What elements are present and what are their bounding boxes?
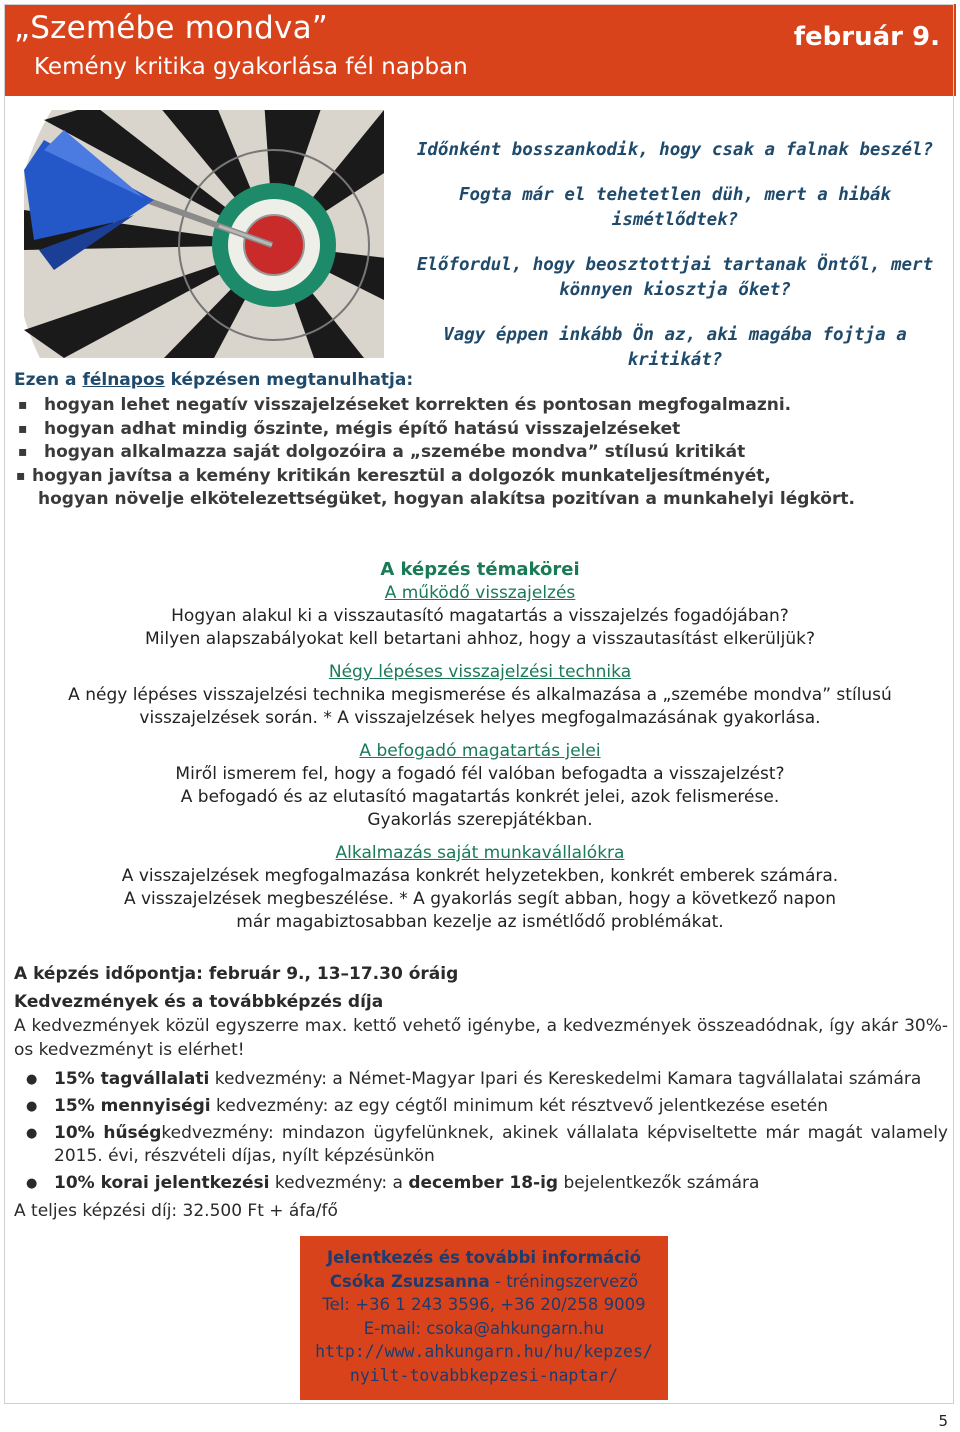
question-1: Időnként bosszankodik, hogy csak a falnak beszél? [416, 140, 934, 160]
contact-box [300, 1236, 668, 1400]
discount-item: ● 15% mennyiségi kedvezmény: az egy cégtől minimum két résztvevő jelentkezése esetén [14, 1095, 948, 1118]
contact-person: Csóka Zsuzsanna - tréningszervező [329, 1271, 639, 1291]
discount-item: ● 15% tagvállalati kedvezmény: a Német-Magyar Ipari és Kereskedelmi Kamara tagvállalatai számára [14, 1068, 948, 1091]
training-time: A képzés időpontja: február 9., 13–17.30 óráig [14, 964, 459, 984]
learning-item: ▪ hogyan javítsa a kemény kritikán keresztül a dolgozók munkateljesítményét, [14, 465, 944, 489]
learning-item: ▪ hogyan adhat mindig őszinte, mégis építő hatású visszajelzéseket [14, 418, 944, 442]
contact-email[interactable]: E-mail: csoka@ahkungarn.hu [363, 1318, 605, 1338]
intro-questions [395, 138, 955, 393]
topics-title: A képzés témakörei [380, 559, 580, 580]
discount-item: ● 10% hűségkedvezmény: mindazon ügyfelünknek, akinek vállalata képviseltette már magát valamely 2015. évi, részvételi díjas, nyílt képzésünkön [14, 1122, 948, 1168]
question-3: Előfordul, hogy beosztottjai tartanak Öntől, mert könnyen kiosztja őket? [416, 255, 934, 300]
learning-outcomes [14, 370, 944, 512]
topic-heading: Négy lépéses visszajelzési technika [328, 662, 632, 682]
topic-heading: A befogadó magatartás jelei [359, 741, 601, 761]
topic-line: A visszajelzések megfogalmazása konkrét helyzetekben, konkrét emberek számára. [121, 866, 839, 886]
topic-line: A négy lépéses visszajelzési technika megismerése és alkalmazása a „szemébe mondva” stílusú [68, 685, 892, 705]
training-details [14, 962, 948, 1223]
contact-title: Jelentkezés és további információ [327, 1248, 641, 1267]
page-number: 5 [938, 1412, 948, 1430]
discount-intro: A kedvezmények közül egyszerre max. kettő vehető igénybe, a kedvezmények összeadódnak, így akár 30%-os kedvezményt is elérhet! [14, 1016, 948, 1060]
contact-url-line-2[interactable]: nyilt-tovabbkepzesi-naptar/ [349, 1365, 619, 1385]
discount-item: ● 10% korai jelentkezési kedvezmény: a december 18-ig bejelentkezők számára [14, 1172, 948, 1195]
topic-line: Hogyan alakul ki a visszautasító magatartás a visszajelzés fogadójában? [171, 606, 789, 626]
question-4: Vagy éppen inkább Ön az, aki magába fojtja a kritikát? [443, 325, 907, 370]
learning-item: ▪ hogyan alkalmazza saját dolgozóira a „szemébe mondva” stílusú kritikát [14, 441, 944, 465]
event-date: február 9. [793, 22, 940, 52]
topic-line: A befogadó és az elutasító magatartás konkrét jelei, azok felismerése. [180, 787, 780, 807]
discount-title: Kedvezmények és a továbbképzés díja [14, 992, 384, 1012]
page-title: „Szemébe mondva” [14, 10, 329, 46]
contact-phone: Tel: +36 1 243 3596, +36 20/258 9009 [322, 1295, 646, 1314]
learning-heading: Ezen a félnapos képzésen megtanulhatja: [14, 370, 414, 390]
topic-line: visszajelzések során. * A visszajelzések helyes megfogalmazásának gyakorlása. [139, 708, 821, 728]
question-2: Fogta már el tehetetlen düh, mert a hibák ismétlődtek? [459, 185, 891, 230]
page-subtitle: Kemény kritika gyakorlása fél napban [34, 54, 468, 80]
header-banner [4, 4, 956, 96]
training-topics [20, 558, 940, 934]
topic-heading: A működő visszajelzés [384, 583, 576, 603]
topic-line: Gyakorlás szerepjátékban. [367, 810, 593, 830]
contact-url-line-1[interactable]: http://www.ahkungarn.hu/hu/kepzes/ [315, 1342, 653, 1361]
topic-line: már magabiztosabban kezelje az ismétlődő problémákat. [236, 912, 724, 932]
dartboard-image [4, 100, 404, 358]
learning-item: hogyan növelje elkötelezettségüket, hogyan alakítsa pozitívan a munkahelyi légkört. [38, 489, 855, 509]
learning-item: ▪ hogyan lehet negatív visszajelzéseket korrekten és pontosan megfogalmazni. [14, 394, 944, 418]
topic-heading: Alkalmazás saját munkavállalókra [335, 843, 625, 863]
topic-line: Miről ismerem fel, hogy a fogadó fél valóban befogadta a visszajelzést? [175, 764, 785, 784]
topic-line: A visszajelzések megbeszélése. * A gyakorlás segít abban, hogy a következő napon [123, 889, 837, 909]
topic-line: Milyen alapszabályokat kell betartani ahhoz, hogy a visszautasítást elkerüljük? [144, 629, 815, 649]
price: A teljes képzési díj: 32.500 Ft + áfa/fő [14, 1201, 338, 1221]
